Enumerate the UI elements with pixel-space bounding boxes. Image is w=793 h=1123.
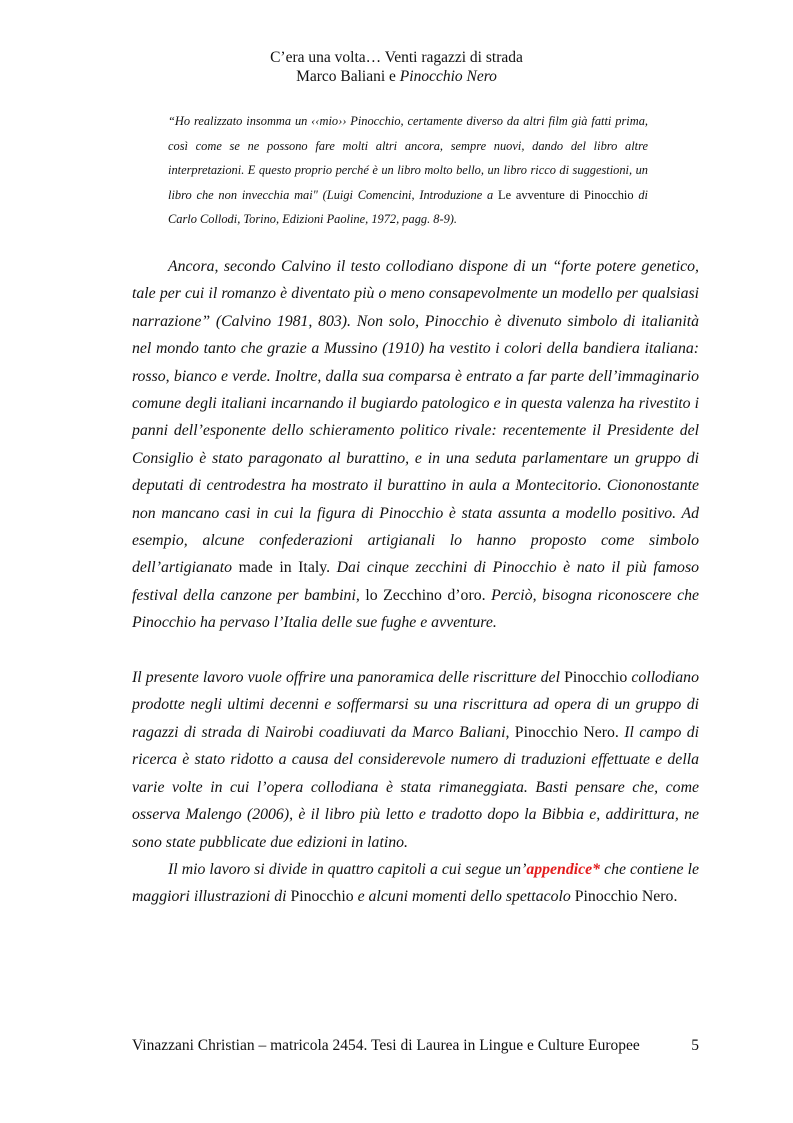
page-footer <box>132 1037 699 1055</box>
epigraph-quote <box>168 109 648 232</box>
paragraph-overview-text: Il presente lavoro vuole offrire una panoramica delle riscritture del <box>132 669 565 687</box>
header-subtitle-work: Pinocchio Nero <box>399 68 497 85</box>
page-number: 5 <box>691 1037 699 1054</box>
quote-book-title: Le avventure di Pinocchio <box>498 187 634 202</box>
paragraph-overview-text-3: Il campo di ricerca è stato ridotto a causa del considerevole numero di traduzioni effettuate e della varie volte in cui l’opera collodiana è stata rimaneggiata. Basti pensare che, come osserva Malengo (2006), è il libro più letto e tradotto dopo la Bibbia e, addirittura, ne sono state pubblicate due edizioni in latino. <box>132 723 699 851</box>
paragraph-structure-text-2: che contiene le maggiori illustrazioni di <box>132 860 699 906</box>
pinocchio-title: Pinocchio <box>564 669 628 687</box>
running-header <box>0 48 793 86</box>
paragraph-structure-text-3: e alcuni momenti dello spettacolo <box>353 888 575 906</box>
quote-text: “Ho realizzato insomma un ‹‹mio›› Pinocchio, certamente diverso da altri film già fatti prima, così come se ne possono fare molti altri ancora, sempre nuovi, dando del libro altre interpretazioni. E questo proprio perché è un libro molto bello, un libro ricco di suggestioni, un libro che non invecchia mai" (Luigi Comencini, Introduzione a <box>168 114 648 202</box>
paragraph-structure-text: Il mio lavoro si divide in quattro capitoli a cui segue un’ <box>168 860 527 878</box>
paragraph-calvino-text-2: Dai cinque zecchini di Pinocchio è nato il più famoso festival della canzone per bambini, <box>132 559 700 604</box>
paragraph-calvino <box>132 253 699 637</box>
zecchino-doro: lo Zecchino d’oro. <box>365 586 486 604</box>
pinocchio-title-2: Pinocchio <box>290 888 354 906</box>
header-title: C’era una volta… Venti ragazzi di strada <box>270 49 523 66</box>
header-subtitle <box>0 67 793 86</box>
appendix-link[interactable]: appendice* <box>526 860 601 878</box>
paragraph-calvino-text-3: Perciò, bisogna riconoscere che Pinocchio ha pervaso l’Italia delle sue fughe e avventure. <box>132 586 700 632</box>
pinocchio-nero-title-2: Pinocchio Nero. <box>574 888 678 906</box>
pinocchio-nero-title: Pinocchio Nero. <box>514 723 619 741</box>
paragraph-overview <box>132 664 699 856</box>
paragraph-calvino-text: Ancora, secondo Calvino il testo collodiano dispone di un “forte potere genetico, tale per cui il romanzo è diventato più o meno consapevolmente un modello per qualsiasi narrazione” (Calvino 1981, 803). Non solo, Pinocchio è divenuto simbolo di italianità nel mondo tanto che grazie a Mussino (1910) ha vestito i colori della bandiera italiana: rosso, bianco e verde. Inoltre, dalla sua comparsa è entrato a far parte dell’immaginario comune degli italiani incarnando il bugiardo patologico e in questa valenza ha rivestito i panni dell’esponente dello schieramento politico rivale: recentemente il Presidente del Consiglio è stato paragonato al burattino, e in una seduta parlamentare un gruppo di deputati di centrodestra ha mostrato il burattino in aula a Montecitorio. Ciononostante non mancano casi in cui la figura di Pinocchio è stata assunta a modello positivo. Ad esempio, alcune confederazioni artigianali lo hanno proposto come simbolo dell’artigianato <box>132 258 699 577</box>
header-subtitle-prefix: Marco Baliani e <box>296 68 400 85</box>
body-text <box>132 253 699 911</box>
made-in-italy: made in Italy. <box>238 559 331 577</box>
paragraph-overview-text-2: collodiano prodotte negli ultimi decenni e soffermarsi su una riscrittura ad opera di un gruppo di ragazzi di strada di Nairobi coadiuvati da Marco Baliani, <box>132 669 699 741</box>
quote-citation: di Carlo Collodi, Torino, Edizioni Paoline, 1972, pagg. 8-9). <box>168 187 648 227</box>
paragraph-structure <box>132 856 699 911</box>
footer-author-text: Vinazzani Christian – matricola 2454. Tesi di Laurea in Lingue e Culture Europee <box>132 1037 640 1054</box>
